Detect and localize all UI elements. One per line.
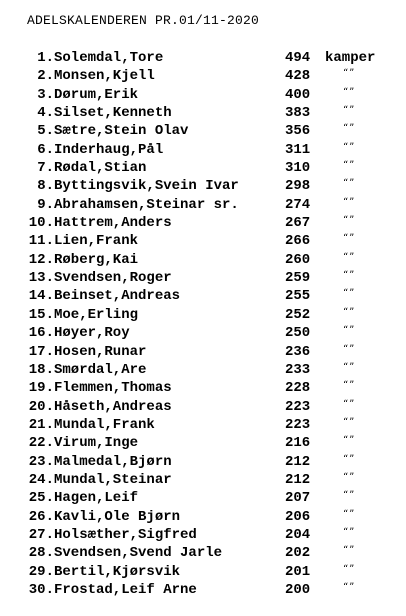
player-name: Holsæther,Sigfred [54, 526, 197, 543]
games-count: 267 [285, 215, 311, 232]
ditto-mark: “” [343, 123, 356, 135]
ditto-mark: “” [343, 398, 356, 410]
player-name: Silset,Kenneth [54, 105, 172, 122]
rank-number: 13. [28, 270, 54, 287]
ditto-mark: “” [343, 270, 356, 282]
player-name: Hosen,Runar [54, 343, 147, 360]
rank-number: 8. [37, 178, 54, 195]
games-count: 252 [285, 306, 311, 323]
ditto-mark: “” [343, 581, 356, 593]
games-count: 223 [285, 416, 311, 433]
ditto-mark: “” [343, 563, 356, 575]
games-count: 311 [285, 141, 311, 158]
rank-number: 3. [37, 86, 54, 103]
player-name: Smørdal,Are [54, 361, 147, 378]
rank-number: 22. [28, 435, 54, 452]
games-count: 383 [285, 105, 311, 122]
ditto-mark: “” [343, 306, 356, 318]
player-name: Malmedal,Bjørn [54, 453, 172, 470]
rank-number: 30. [28, 581, 54, 598]
games-count: 204 [285, 526, 311, 543]
games-count: 236 [285, 343, 311, 360]
rank-number: 5. [37, 123, 54, 140]
ditto-mark: “” [343, 490, 356, 502]
rank-number: 24. [28, 471, 54, 488]
rank-number: 2. [37, 68, 54, 85]
ditto-mark: “” [343, 288, 356, 300]
rank-number: 10. [28, 215, 54, 232]
player-name: Bertil,Kjørsvik [54, 563, 181, 580]
games-count: 228 [285, 380, 311, 397]
ditto-mark: “” [343, 471, 356, 483]
ditto-mark: “” [343, 325, 356, 337]
unit-label: kamper [325, 50, 376, 66]
player-name: Moe,Erling [54, 306, 139, 323]
ditto-mark: “” [343, 215, 356, 227]
player-name: Abrahamsen,Steinar sr. [54, 196, 239, 213]
rank-number: 1. [37, 50, 54, 66]
player-name: Mundal,Steinar [54, 471, 172, 488]
ditto-mark: “” [343, 141, 356, 153]
games-count: 207 [285, 490, 311, 507]
ditto-mark: “” [343, 361, 356, 373]
player-name: Beinset,Andreas [54, 288, 181, 305]
list-item [0, 581, 406, 599]
rank-number: 20. [28, 398, 54, 415]
games-count: 233 [285, 361, 311, 378]
games-count: 494 [285, 50, 311, 66]
player-name: Håseth,Andreas [54, 398, 172, 415]
games-count: 356 [285, 123, 311, 140]
player-name: Monsen,Kjell [54, 68, 155, 85]
ditto-mark: “” [343, 68, 356, 80]
rank-number: 16. [28, 325, 54, 342]
rank-number: 25. [28, 490, 54, 507]
games-count: 223 [285, 398, 311, 415]
games-count: 428 [285, 68, 311, 85]
games-count: 255 [285, 288, 311, 305]
rank-number: 4. [37, 105, 54, 122]
player-name: Virum,Inge [54, 435, 139, 452]
ditto-mark: “” [343, 105, 356, 117]
rank-number: 18. [28, 361, 54, 378]
games-count: 250 [285, 325, 311, 342]
player-name: Høyer,Roy [54, 325, 130, 342]
rank-number: 27. [28, 526, 54, 543]
player-name: Kavli,Ole Bjørn [54, 508, 181, 525]
games-count: 274 [285, 196, 311, 213]
games-count: 400 [285, 86, 311, 103]
ditto-mark: “” [343, 160, 356, 172]
player-name: Svendsen,Svend Jarle [54, 545, 223, 562]
games-count: 298 [285, 178, 311, 195]
games-count: 212 [285, 471, 311, 488]
player-name: Inderhaug,Pål [54, 141, 164, 158]
player-name: Hagen,Leif [54, 490, 139, 507]
games-count: 259 [285, 270, 311, 287]
player-name: Røberg,Kai [54, 251, 139, 268]
games-count: 260 [285, 251, 311, 268]
ranking-list [0, 49, 406, 599]
ditto-mark: “” [343, 435, 356, 447]
player-name: Mundal,Frank [54, 416, 155, 433]
player-name: Lien,Frank [54, 233, 139, 250]
rank-number: 15. [28, 306, 54, 323]
ditto-mark: “” [343, 453, 356, 465]
ditto-mark: “” [343, 178, 356, 190]
ditto-mark: “” [343, 251, 356, 263]
ditto-mark: “” [343, 416, 356, 428]
ditto-mark: “” [343, 233, 356, 245]
rank-number: 26. [28, 508, 54, 525]
games-count: 202 [285, 545, 311, 562]
player-name: Svendsen,Roger [54, 270, 172, 287]
rank-number: 17. [28, 343, 54, 360]
player-name: Solemdal,Tore [54, 50, 164, 66]
player-name: Byttingsvik,Svein Ivar [54, 178, 239, 195]
player-name: Frostad,Leif Arne [54, 581, 197, 598]
page-title: ADELSKALENDEREN PR.01/11-2020 [27, 13, 260, 28]
player-name: Hattrem,Anders [54, 215, 172, 232]
rank-number: 14. [28, 288, 54, 305]
rank-number: 19. [28, 380, 54, 397]
ditto-mark: “” [343, 196, 356, 208]
rank-number: 23. [28, 453, 54, 470]
ditto-mark: “” [343, 343, 356, 355]
games-count: 266 [285, 233, 311, 250]
ditto-mark: “” [343, 545, 356, 557]
games-count: 310 [285, 160, 311, 177]
games-count: 200 [285, 581, 311, 598]
games-count: 216 [285, 435, 311, 452]
ditto-mark: “” [343, 380, 356, 392]
rank-number: 7. [37, 160, 54, 177]
ditto-mark: “” [343, 508, 356, 520]
rank-number: 28. [28, 545, 54, 562]
player-name: Flemmen,Thomas [54, 380, 172, 397]
ditto-mark: “” [343, 526, 356, 538]
player-name: Dørum,Erik [54, 86, 139, 103]
rank-number: 21. [28, 416, 54, 433]
rank-number: 12. [28, 251, 54, 268]
player-name: Rødal,Stian [54, 160, 147, 177]
games-count: 201 [285, 563, 311, 580]
rank-number: 6. [37, 141, 54, 158]
player-name: Sætre,Stein Olav [54, 123, 189, 140]
rank-number: 29. [28, 563, 54, 580]
rank-number: 11. [28, 233, 54, 250]
rank-number: 9. [37, 196, 54, 213]
ditto-mark: “” [343, 86, 356, 98]
games-count: 206 [285, 508, 311, 525]
games-count: 212 [285, 453, 311, 470]
